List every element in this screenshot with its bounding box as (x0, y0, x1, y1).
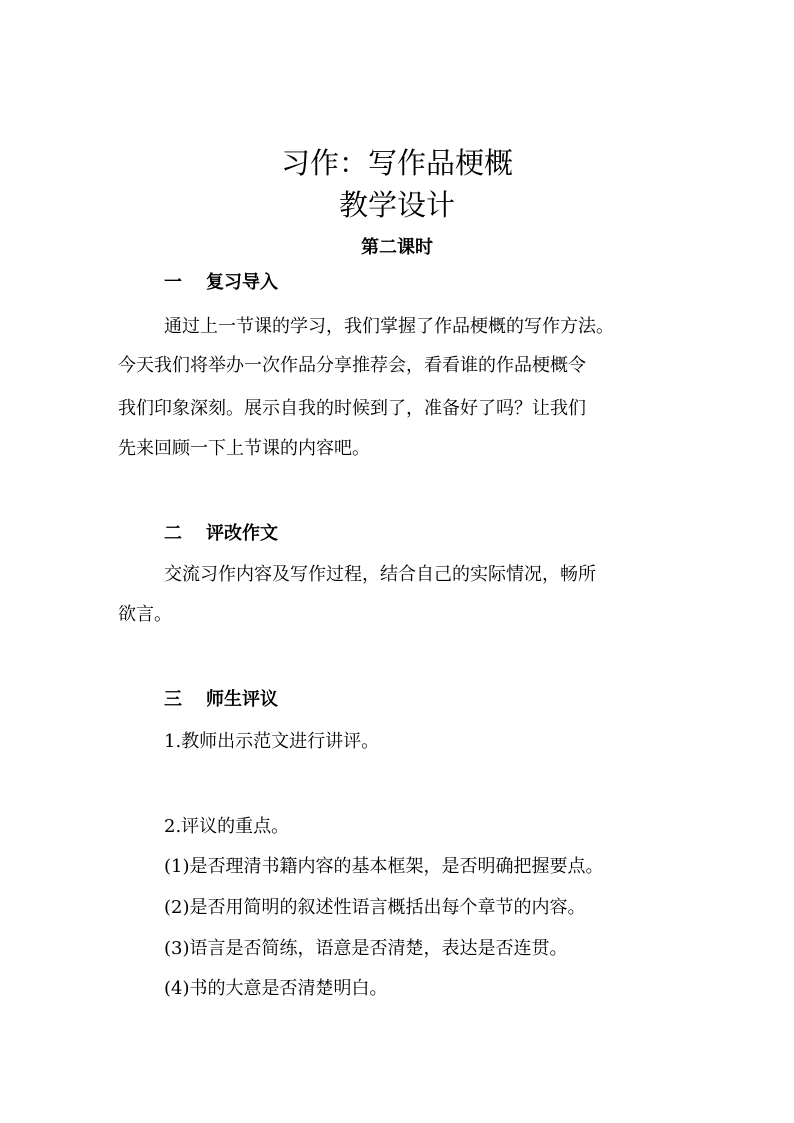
section-3-line-2: 2.评议的重点。 (164, 816, 290, 837)
section-3-line-4: (2)是否用简明的叙述性语言概括出每个章节的内容。 (164, 897, 586, 918)
section-1-line-1: 通过上一节课的学习，我们掌握了作品梗概的写作方法。 (164, 316, 614, 337)
section-3-line-6: (4)书的大意是否清楚明白。 (164, 978, 388, 999)
section-2-number: 二 (164, 523, 182, 544)
section-3-line-1: 1.教师出示范文进行讲评。 (164, 731, 380, 752)
section-3-heading (164, 685, 278, 711)
section-3-line-5: (3)语言是否简练，语意是否清楚，表达是否连贯。 (164, 938, 568, 959)
section-1-line-3: 我们印象深刻。展示自我的时候到了，准备好了吗？让我们 (118, 398, 586, 419)
section-3-number: 三 (164, 689, 182, 710)
section-3-line-3: (1)是否理清书籍内容的基本框架，是否明确把握要点。 (164, 856, 604, 877)
section-2-title: 评改作文 (206, 523, 278, 544)
section-1-heading (164, 268, 278, 294)
lesson-label: 第二课时 (361, 237, 433, 258)
section-2-line-1: 交流习作内容及写作过程，结合自己的实际情况，畅所 (164, 564, 596, 585)
section-3-title: 师生评议 (206, 689, 278, 710)
section-2-line-2: 欲言。 (118, 604, 172, 625)
document-title: 习作：写作品梗概 (280, 146, 513, 180)
section-1-line-2: 今天我们将举办一次作品分享推荐会，看看谁的作品梗概令 (118, 355, 586, 376)
section-1-title: 复习导入 (206, 272, 278, 293)
section-1-line-4: 先来回顾一下上节课的内容吧。 (118, 438, 370, 459)
section-1-number: 一 (164, 272, 182, 293)
document-title-line2: 教学设计 (338, 188, 455, 222)
section-2-heading (164, 519, 278, 545)
